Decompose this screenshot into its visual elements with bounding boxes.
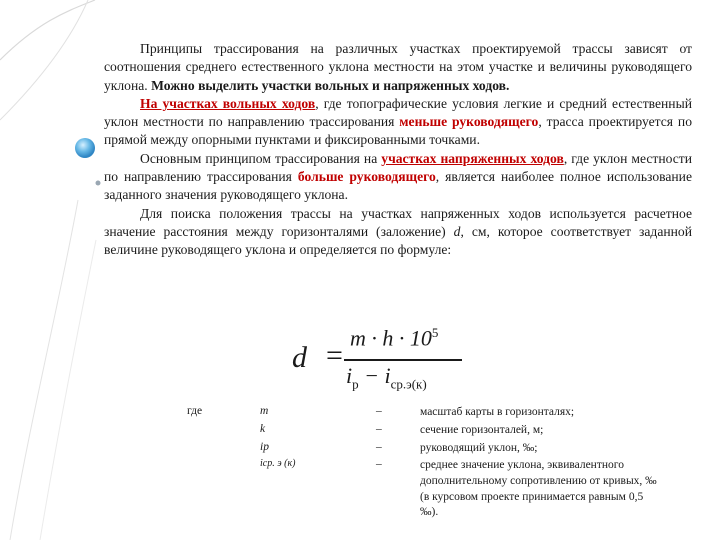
legend-symbol-ir: iр bbox=[260, 441, 269, 453]
free-runs-link[interactable]: На участках вольных ходов bbox=[140, 95, 316, 111]
formula-den-sub-k: (к) bbox=[411, 376, 427, 392]
legend-desc-m: масштаб карты в горизонталях; bbox=[420, 406, 575, 418]
formula-equals: = bbox=[326, 339, 343, 372]
legend-desc-k: сечение горизонталей, м; bbox=[420, 424, 544, 436]
paragraph-4-symbol-d: d bbox=[453, 223, 461, 239]
less-than-ruling-highlight: меньше руководящего bbox=[399, 114, 539, 130]
legend-symbol-k: k bbox=[260, 423, 266, 435]
formula-den-i: i bbox=[346, 363, 353, 388]
legend-symbol-iavg: iср. э (к) bbox=[260, 458, 296, 469]
legend-where-label: где bbox=[187, 405, 203, 417]
paragraph-3-text-b: , где уклон местности по направлению трассирования bbox=[104, 150, 692, 185]
paragraph-2-text-b: , трасса проектируется по прямой между опорными пунктами и фиксированными точками. bbox=[104, 114, 692, 148]
legend-dash: – bbox=[376, 423, 382, 435]
formula-lhs: d bbox=[292, 341, 307, 374]
paragraph-4-text-a: Для поиска положения трассы на участках напряженных ходов используется расчетное значение расстояния между горизонталями (заложение) bbox=[104, 205, 692, 239]
tense-runs-link[interactable]: участках напряженных ходов bbox=[381, 150, 564, 166]
legend-desc-iavg: среднее значение уклона, эквивалентного дополнительному сопротивлению от кривых, ‰ (в курсовом проекте принимается равным 0,5 ‰). bbox=[420, 459, 657, 519]
formula-exponent: 5 bbox=[431, 325, 439, 340]
legend-dash: – bbox=[376, 405, 382, 417]
formula-den-minus-i: − i bbox=[358, 363, 391, 388]
legend-dash: – bbox=[376, 441, 382, 453]
greater-than-ruling-highlight: больше руководящего bbox=[297, 169, 436, 185]
legend-dash: – bbox=[376, 458, 382, 470]
formula-numerator-base: m · h · 10 bbox=[350, 325, 432, 351]
legend-symbol-m: m bbox=[260, 405, 269, 417]
formula-den-sub-r: р bbox=[352, 376, 359, 392]
paragraph-1-bold: Можно выделить участки вольных и напряженных ходов. bbox=[151, 77, 510, 93]
legend-desc-ir: руководящий уклон, ‰; bbox=[420, 442, 538, 454]
paragraph-1-text: Принципы трассирования на различных участках проектируемой трассы зависят от соотношения среднего естественного уклона местности на этом участке и величины руководящего уклона. bbox=[104, 41, 692, 93]
paragraph-2-text-a: , где топографические условия легкие и средний естественный уклон местности по направлению трассирования bbox=[104, 95, 692, 130]
paragraph-4-text-b: , см, которое соответствует заданной величине руководящего уклона и определяется по формуле: bbox=[104, 223, 692, 258]
formula-den-sub-avg: ср.э bbox=[390, 376, 412, 392]
paragraph-3-text-a: Основным принципом трассирования на bbox=[140, 150, 382, 166]
paragraph-3-text-c: , является наиболее полное использование заданного значения руководящего уклона. bbox=[104, 169, 692, 203]
